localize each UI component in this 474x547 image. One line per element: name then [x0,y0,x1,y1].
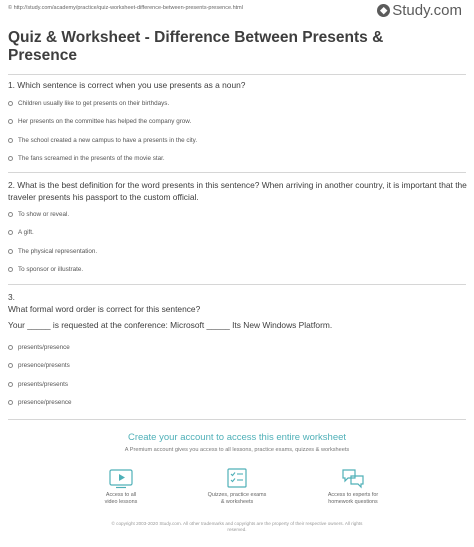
feature-label: & worksheets [220,498,254,505]
question-1-option-4[interactable]: The fans screamed in the presents of the movie star. [8,155,165,162]
video-icon [108,467,134,489]
study-logo[interactable] [377,2,462,19]
study-logo-icon: ◆ [377,4,390,17]
radio-icon[interactable] [8,345,13,350]
divider [8,172,466,173]
question-3-sentence: Your _____ is requested at the conference: Microsoft _____ Its New Windows Platform. [8,320,333,330]
radio-icon[interactable] [8,249,13,254]
radio-icon[interactable] [8,101,13,106]
feature-experts [308,467,398,506]
cta-title[interactable]: Create your account to access this entire worksheet [127,432,347,443]
radio-icon[interactable] [8,363,13,368]
study-logo-text: Study.com [392,2,462,19]
feature-label: Quizzes, practice exams [207,492,267,498]
question-1-option-3[interactable]: The school created a new campus to have a presents in the city. [8,137,197,144]
question-3-option-3[interactable]: presents/presents [8,381,68,388]
question-3-number: 3. [8,292,15,302]
quiz-icon [224,467,250,489]
question-1-option-2[interactable]: Her presents on the committee has helped the company grow. [8,118,191,125]
chat-icon [340,467,366,489]
feature-quizzes [192,467,282,506]
radio-icon[interactable] [8,267,13,272]
question-2-option-1[interactable]: To show or reveal. [8,211,69,218]
radio-icon[interactable] [8,212,13,217]
radio-icon[interactable] [8,138,13,143]
question-2-option-4[interactable]: To sponsor or illustrate. [8,266,83,273]
divider [8,419,466,420]
question-2-option-2[interactable]: A gift. [8,229,34,236]
feature-label: homework questions [328,498,378,505]
divider [8,74,466,75]
question-3-option-1[interactable]: presents/presence [8,344,70,351]
copyright-footer: © copyright 2003-2020 Study.com. All other trademarks and copyrights are the property of their respective owners. All rights reserved. [111,521,363,532]
radio-icon[interactable] [8,382,13,387]
divider [8,284,466,285]
question-1-text: 1. Which sentence is correct when you use presents as a noun? [8,80,246,90]
radio-icon[interactable] [8,119,13,124]
question-3-text: What formal word order is correct for this sentence? [8,304,201,314]
cta-subtitle: A Premium account gives you access to all lessons, practice exams, quizzes & worksheets [124,447,350,453]
question-3-option-2[interactable]: presence/presents [8,362,70,369]
page-title: Quiz & Worksheet - Difference Between Presents & Presence [8,29,384,64]
question-2-text: 2. What is the best definition for the word presents in this sentence? When arriving in another country, it is important that the traveler presents his passport to the custom official. [8,180,467,202]
question-1-option-1[interactable]: Children usually like to get presents on their birthdays. [8,100,169,107]
feature-label: Access to all [105,492,137,498]
radio-icon[interactable] [8,230,13,235]
feature-video-lessons [76,467,166,506]
question-3-option-4[interactable]: presence/presence [8,399,72,406]
radio-icon[interactable] [8,156,13,161]
feature-label: video lessons [104,498,138,505]
page-url: © http://study.com/academy/practice/quiz-worksheet-difference-between-presents-presence.html [8,5,243,11]
question-2-option-3[interactable]: The physical representation. [8,248,97,255]
feature-label: Access to experts for [327,492,379,498]
radio-icon[interactable] [8,400,13,405]
